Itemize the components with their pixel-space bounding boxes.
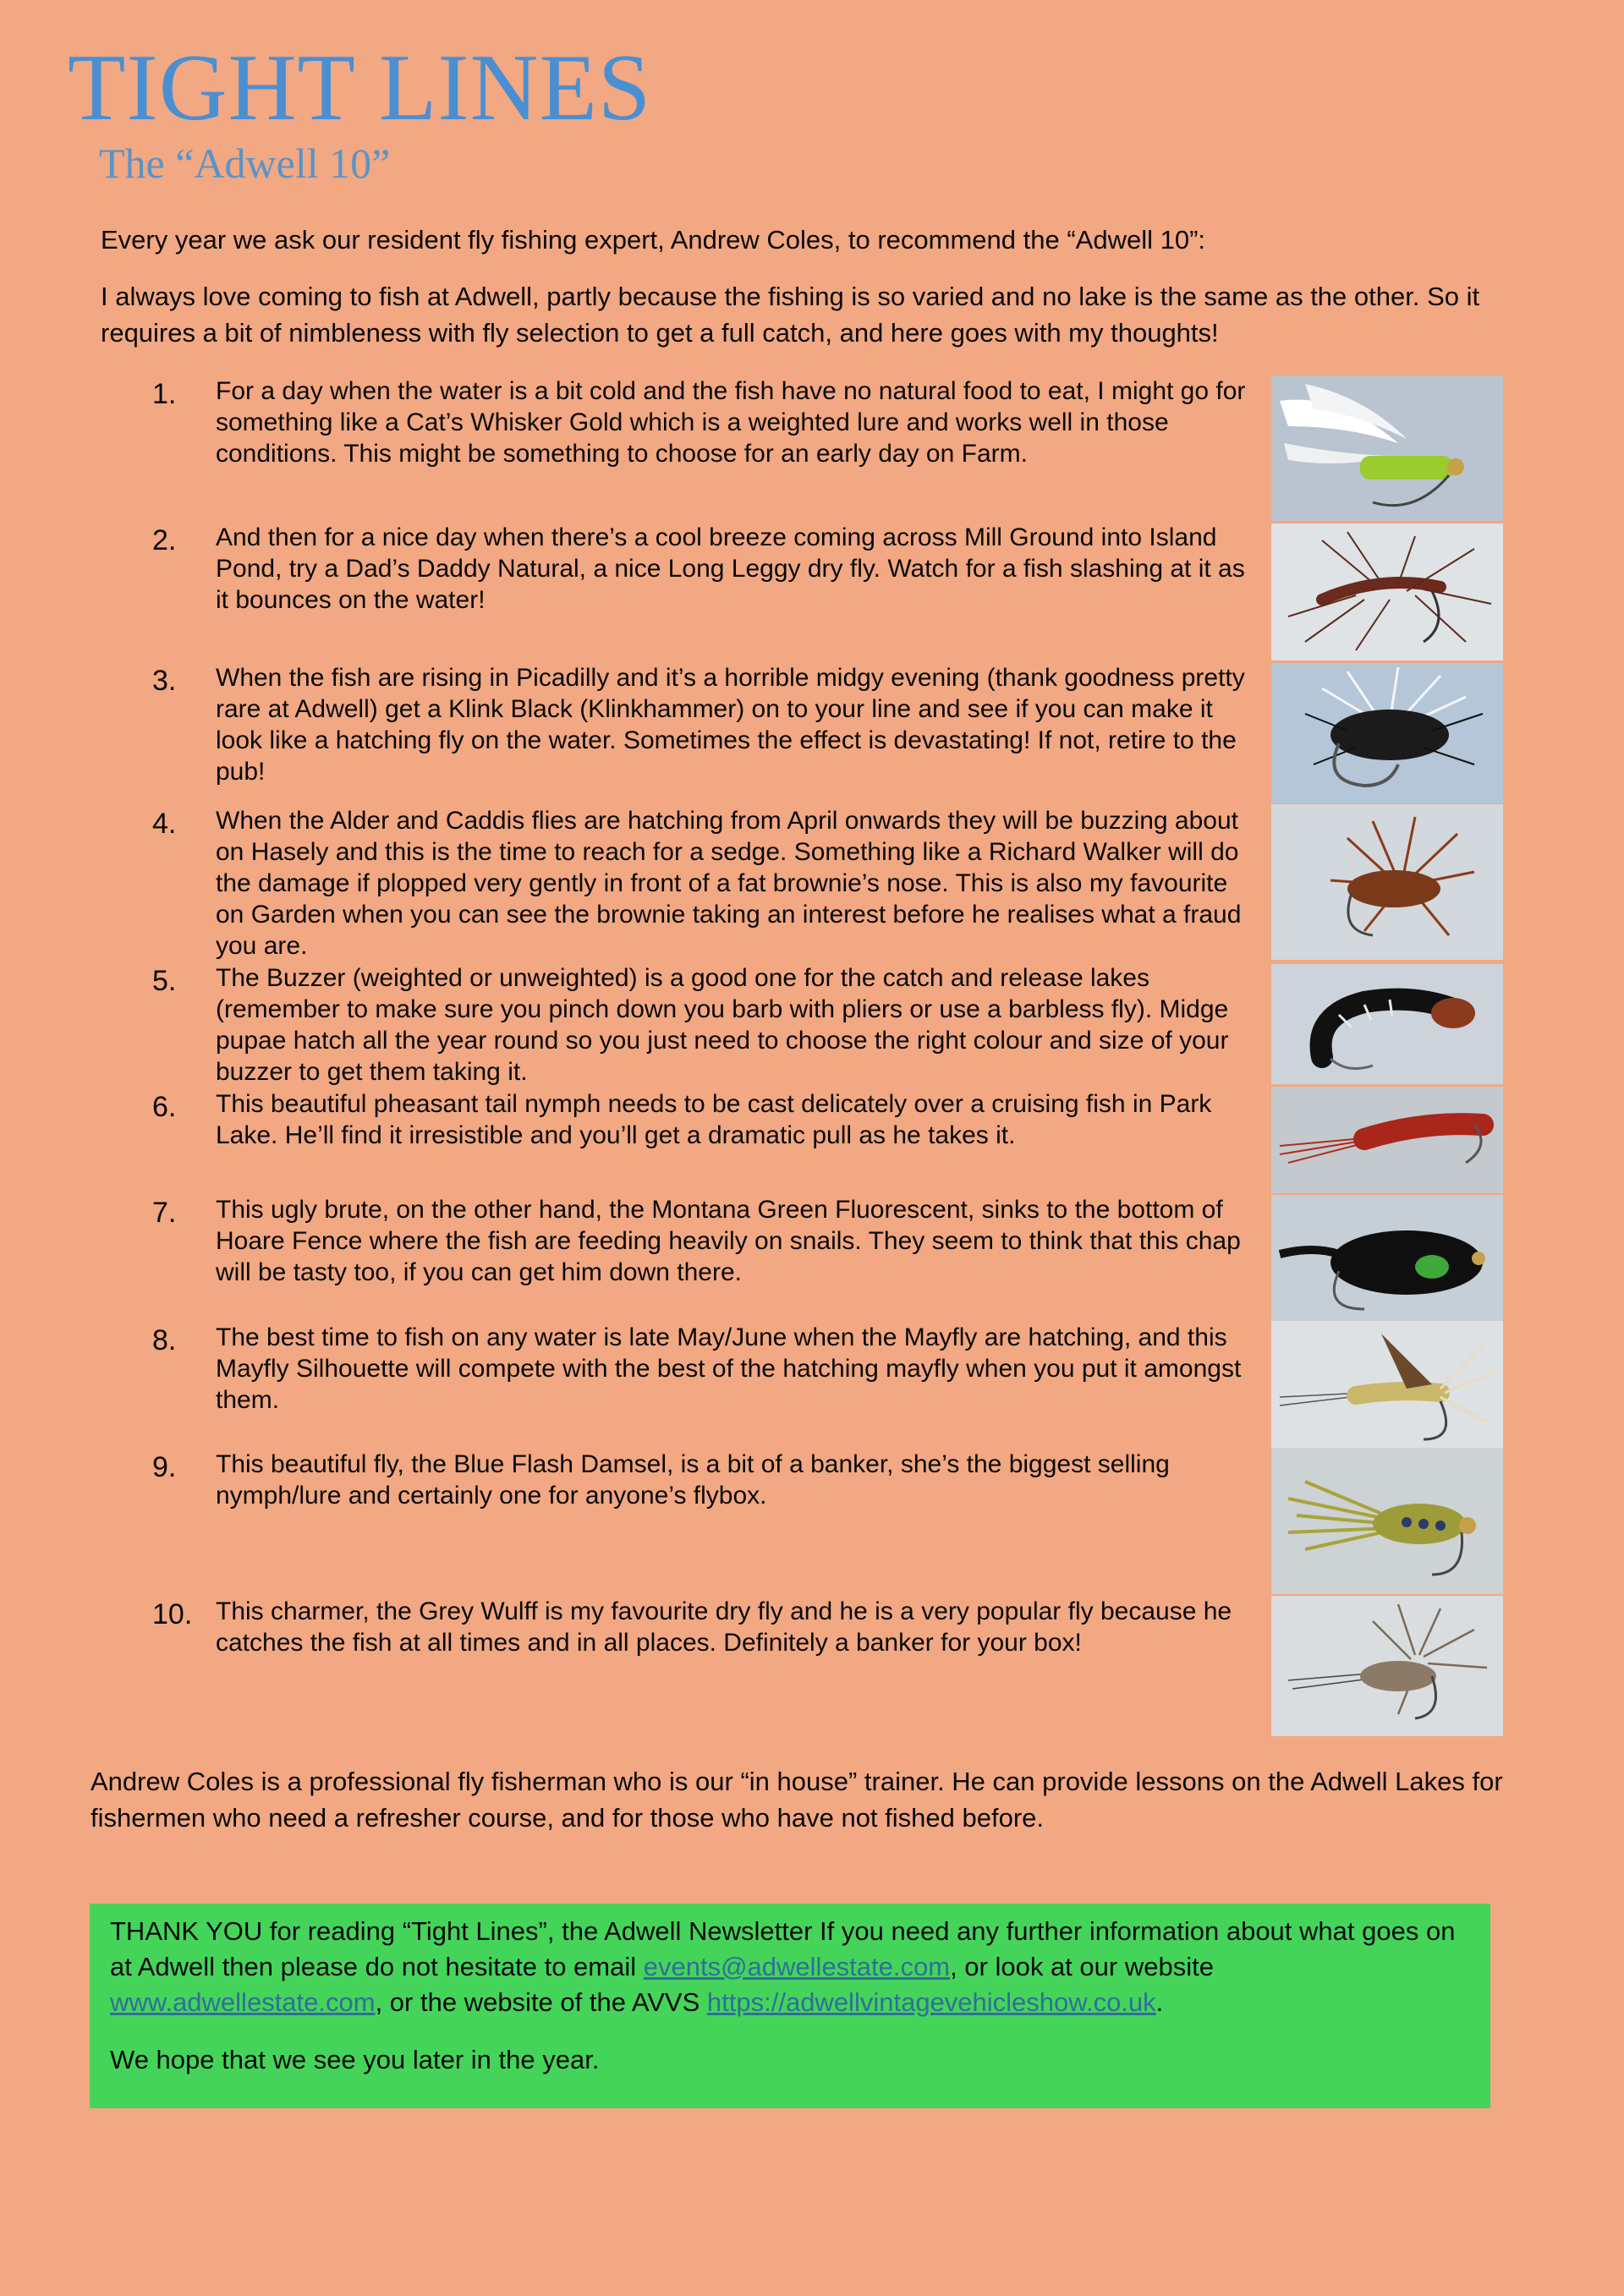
list-item [152, 522, 1248, 616]
article-subtitle: The “Adwell 10” [99, 140, 391, 187]
list-item [152, 962, 1248, 1088]
grey-wulff-photo [1271, 1596, 1503, 1736]
list-number: 4. [152, 808, 177, 840]
richard-walker-sedge-fly-photo [1271, 804, 1503, 960]
montana-green-fluorescent-photo [1271, 1195, 1503, 1321]
list-text: For a day when the water is a bit cold and the fish have no natural food to eat, I might go for something like a Cat’s Whisker Gold which is a weighted lure and works well in those conditions. This might be something to choose for an early day on Farm. [216, 377, 1246, 468]
list-number: 1. [152, 378, 177, 410]
list-text: This beautiful fly, the Blue Flash Damsel, is a bit of a banker, she’s the biggest selling nymph/lure and certainly one for anyone’s flybox. [216, 1450, 1170, 1510]
list-item [152, 805, 1248, 962]
list-item [152, 662, 1248, 787]
list-text: When the Alder and Caddis flies are hatching from April onwards they will be buzzing about on Hasely and this is the time to reach for a sedge. Something like a Richard Walker will do the damage if plopped very gently in front of a fat brownie’s nose. This is also my favourite on Garden when you can see the brownie taking an interest before he realises what a fraud you are. [216, 807, 1242, 960]
list-text: The best time to fish on any water is late May/June when the Mayfly are hatching, and this Mayfly Silhouette will compete with the best of the hatching mayfly when you put it amongst them. [216, 1323, 1242, 1414]
mayfly-silhouette-photo [1271, 1321, 1503, 1448]
intro-quote-paragraph: I always love coming to fish at Adwell, partly because the fishing is so varied and no lake is the same as the other. So it requires a bit of nimbleness with fly selection to get a full catch, and here goes with my thoughts! [101, 282, 1480, 348]
thank-you-box [90, 1904, 1490, 2108]
trainer-paragraph: Andrew Coles is a professional fly fisherman who is our “in house” trainer. He can provide lessons on the Adwell Lakes for fishermen who need a refresher course, and for those who have not fished before. [91, 1767, 1503, 1833]
cats-whisker-gold-fly-photo [1271, 375, 1503, 521]
pheasant-tail-nymph-photo [1271, 1087, 1503, 1193]
list-text: The Buzzer (weighted or unweighted) is a good one for the catch and release lakes (remember to make sure you pinch down you barb with pliers or use a barbless fly). Midge pupae hatch all the year round so you just need to choose the right colour and size of your buzzer to get them taking it. [216, 964, 1229, 1086]
list-number: 8. [152, 1324, 177, 1356]
thank-you-paragraph: THANK YOU for reading “Tight Lines”, the Adwell Newsletter If you need any further information about what goes on at Adwell then please do not hesitate to email events@adwellestate.com, or look at our website www.adwellestate.com, or the website of the AVVS https://adwellvintagevehicleshow.co.uk. [110, 1916, 1456, 2017]
list-text: This beautiful pheasant tail nymph needs to be cast delicately over a cruising fish in Park Lake. He’ll find it irresistible and you’ll get a dramatic pull as he takes it. [216, 1090, 1212, 1149]
blue-flash-damsel-photo [1271, 1448, 1503, 1594]
closing-line: We hope that we see you later in the year. [110, 2045, 600, 2074]
email-link[interactable]: events@adwellestate.com [643, 1952, 951, 1981]
list-text: When the fish are rising in Picadilly and it’s a horrible midgy evening (thank goodness pretty rare at Adwell) get a Klink Black (Klinkhammer) on to your line and see if you can make it look like a hatching fly on the water. Sometimes the effect is devastating! If not, retire to the pub! [216, 664, 1245, 786]
avvs-website-link[interactable]: https://adwellvintagevehicleshow.co.uk [706, 1987, 1156, 2017]
list-number: 10. [152, 1598, 193, 1630]
list-text: This ugly brute, on the other hand, the Montana Green Fluorescent, sinks to the bottom of Hoare Fence where the fish are feeding heavily on snails. They seem to think that this chap will be tasty too, if you can get him down there. [216, 1196, 1241, 1286]
list-item [152, 1194, 1248, 1288]
list-item [152, 1596, 1248, 1658]
list-item [152, 375, 1248, 469]
list-number: 6. [152, 1091, 177, 1123]
list-number: 2. [152, 524, 177, 556]
list-number: 5. [152, 965, 177, 997]
klink-black-fly-photo [1271, 663, 1503, 803]
newsletter-title: TIGHT LINES [68, 36, 652, 140]
list-text: This charmer, the Grey Wulff is my favourite dry fly and he is a very popular fly because he catches the fish at all times and in all places. Definitely a banker for your box! [216, 1597, 1232, 1657]
list-number: 7. [152, 1197, 177, 1229]
list-item [152, 1322, 1248, 1416]
dads-daddy-natural-fly-photo [1271, 523, 1503, 660]
list-item [152, 1449, 1248, 1511]
list-number: 9. [152, 1451, 177, 1483]
list-text: And then for a nice day when there’s a cool breeze coming across Mill Ground into Island Pond, try a Dad’s Daddy Natural, a nice Long Leggy dry fly. Watch for a fish slashing at it as it bounces on the water! [216, 523, 1245, 614]
list-item [152, 1088, 1248, 1151]
website-link[interactable]: www.adwellestate.com [110, 1987, 376, 2017]
intro-paragraph: Every year we ask our resident fly fishing expert, Andrew Coles, to recommend the “Adwell 10”: [101, 225, 1206, 255]
list-number: 3. [152, 665, 177, 697]
buzzer-fly-photo [1271, 964, 1503, 1084]
